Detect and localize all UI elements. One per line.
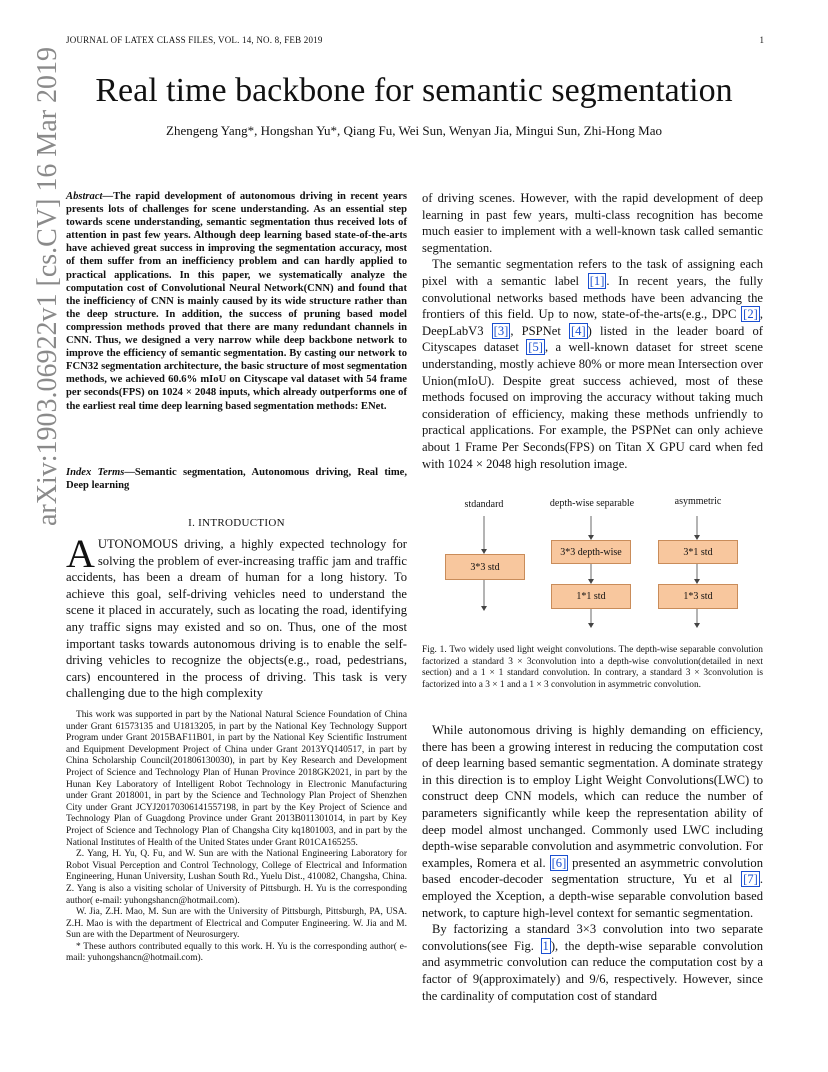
footnote-funding: This work was supported in part by the National Natural Science Foundation of China under Grant 61573135 and U1813205, in part by the National Key Technology Support Program under Grant 2015BAF11B01, in part by the National Key Scientific Instrument and Equipment Development Project of China under Grant 2013YQ140517, in part by China Scholarship Council(201806130030), in part by Key Research and Development Project of Science and Technology Plan of Hunan Province 2018GK2021, in part by the Hunan Key Laboratory of Intelligent Robot Technology in Electronic Manufacturing under Grant 2018001, in part by the Science and Technology Plan Project of Shenzhen City under Grant JCYJ20170306141557198, in part by the Key Project of Science and Technology Plan of Guagdong Province under Grant 2013B011301014, in part by Key Project of Science and Technology Plan of Changsha City kq1801003, and in part by the National Institutes of Health of the United States under Grant R01CA165255. xyxy=(66,710,407,848)
abstract-label: Abstract xyxy=(66,191,103,202)
paragraph-semantic-segmentation: The semantic segmentation refers to the task of assigning each pixel with a semantic label [1] . In recent years, the fully convolutional networks based methods have been advancing the frontiers of this field. Up to now, state-of-the-arts(e.g., DPC [2] , DeepLabV3 [3] , PSPNet [4] ) listed in the leader board of Cityscapes dataset [5] , a well-known dataset for street scene understanding, mostly achieve 80% or more mean Intersection over Union(mIoU). Despite great success achieved, most of these methods focused on improving the accuracy without taking much consideration of efficiency, making these methods unfriendly to practical applications. For example, the PSPNet can only achieve about 1 Frame Per Seconds(FPS) on Titan X GPU card when fed with 1024 × 2048 high resolution image. xyxy=(422,257,764,471)
box-std-3x3: 3*3 std xyxy=(445,554,525,580)
index-terms-text: —Semantic segmentation, Autonomous driving, Real time, Deep learning xyxy=(66,467,407,492)
right-column-bottom xyxy=(422,722,763,1004)
box-asym-1x3: 1*3 std xyxy=(658,584,738,609)
right-column-top xyxy=(422,190,763,472)
figure-1-diagram xyxy=(422,494,763,624)
citation-link[interactable]: [5] xyxy=(528,340,543,355)
paragraph-efficiency: While autonomous driving is highly demanding on efficiency, there has been a growing interest in reducing the computation cost of deep learning based semantic segmentation. A dominate strategy in this direction is to employ Light Weight Convolutions(LWC) to construct deep CNN models, which can reduce the number of parameters significantly while keep the representation ability of deep model almost unchanged. Commonly used LWC including depth-wise separable convolution and asymmetric convolution. For examples, Romera et al. [6] presented an asymmetric convolution based encoder-decoder segmentation structure, Yu et al [7] . employed the Xception, a depth-wise separable convolution based network, to capture high-level context for semantic segmentation. xyxy=(422,723,763,920)
box-depthwise-3x3: 3*3 depth-wise xyxy=(551,540,631,564)
label-depth-wise-separable: depth-wise separable xyxy=(549,498,635,509)
label-asymmetric: asymmetric xyxy=(674,496,722,507)
label-standard: stdandard xyxy=(464,499,504,510)
citation-link[interactable]: [3] xyxy=(493,323,509,338)
page-number: 1 xyxy=(759,35,764,45)
paper-title: Real time backbone for semantic segmentation xyxy=(95,72,733,109)
citation-link[interactable]: [6] xyxy=(551,855,567,870)
author-list: Zhengeng Yang*, Hongshan Yu*, Qiang Fu, Wei Sun, Wenyan Jia, Mingui Sun, Zhi-Hong Mao xyxy=(166,123,662,138)
citation-link[interactable]: [7] xyxy=(743,872,758,887)
figure-reference-link[interactable]: 1 xyxy=(542,938,549,953)
citation-link[interactable]: [2] xyxy=(743,307,758,322)
introduction-paragraph xyxy=(66,531,407,702)
footnote-equal-contribution: * These authors contributed equally to this work. H. Yu is the corresponding author( e-mail: yuhongshancn@hotmail.com). xyxy=(66,941,407,964)
abstract xyxy=(66,190,407,413)
footnote-affiliation-hunan: Z. Yang, H. Yu, Q. Fu, and W. Sun are with the National Engineering Laboratory for Robot Visual Perception and Control Technology, College of Electrical and Information Engineering, Hunan University, Lushan South Rd., Yuelu Dist., 410082, Changsha, China. Z. Yang is also a visiting scholar of University of Pittsburgh. H. Yu is the corresponding author( e-mail: yuhongshancn@hotmail.com). xyxy=(66,849,407,906)
box-asym-3x1: 3*1 std xyxy=(658,540,738,564)
citation-link[interactable]: [1] xyxy=(589,273,605,288)
index-terms xyxy=(66,466,407,492)
section-heading-introduction: I. INTRODUCTION xyxy=(188,517,285,529)
citation-link[interactable]: [4] xyxy=(570,323,586,338)
box-pointwise-1x1: 1*1 std xyxy=(551,584,631,609)
footnotes xyxy=(66,710,407,965)
running-head: JOURNAL OF LATEX CLASS FILES, VOL. 14, NO. 8, FEB 2019 xyxy=(66,35,323,45)
index-terms-label: Index Terms xyxy=(66,467,125,478)
introduction-text: UTONOMOUS driving, a highly expected technology for solving the problem of ever-increasing traffic jam and traffic accidents, has been a dream of human for a long history. To achieve this goal, self-driving vehicles need to understand the scene it placed in accurately, such as locating the road, identifying any traffic signs may existed and so on. Thus, one of the most important tasks towards autonomous driving is to enable the self-driving vehicles to recognize the objects(e.g., road, pedestrians, cars) encountered in the process of driving. This task is very challenging due to the high complexity xyxy=(66,537,407,701)
footnote-affiliation-pittsburgh: W. Jia, Z.H. Mao, M. Sun are with the University of Pittsburgh, Pittsburgh, PA, USA. Z.H. Mao is with the department of Electrical and Computer Engineering. W. Jia and M. Sun are with the Department of Neurosurgery. xyxy=(66,907,407,941)
drop-cap: A xyxy=(66,531,95,576)
abstract-text: —The rapid development of autonomous driving in recent years presents lots of challenges for scene understanding. As an essential step towards scene understanding, semantic segmentation thus received lots of attention in past few years. Although deep learning based state-of-the-arts have achieved great success in improving the segmentation accuracy, most of them suffer from an inefficiency problem and can hardly applied to practical applications. In this paper, we systematically analyze the computation cost of Convolutional Neural Network(CNN) and found that the inefficiency of CNN is mainly caused by its wide structure rather than the deep structure. In addition, the success of pruning based model compression methods proved that there are many redundant channels in CNN. Thus, we designed a very narrow while deep backbone network to improve the efficiency of semantic segmentation. By casting our network to FCN32 segmentation architecture, the basic structure of most segmentation methods, we achieved 60.6% mIoU on Cityscape val dataset with 54 frame per seconds(FPS) on 1024 × 2048 inputs, which already outperforms one of the earliest real time deep learning based segmentation methods: ENet. xyxy=(66,191,407,412)
arxiv-identifier[interactable]: arXiv:1903.06922v1 [cs.CV] 16 Mar 2019 xyxy=(32,46,63,526)
paragraph-driving-scenes: of driving scenes. However, with the rapid development of deep learning in past few years, multi-class recognition has become much easier to implement with a well-known task called semantic segmentation. xyxy=(422,191,763,255)
paragraph-factorizing: By factorizing a standard 3×3 convolution into two separate convolutions(see Fig. 1 ), the depth-wise separable convolution and asymmetric convolution can reduce the computation cost by a factor of 9(approximately) and 9/6, respectively. However, since the cardinality of computation cost of standard xyxy=(422,922,763,1003)
figure-1-caption: Fig. 1. Two widely used light weight convolutions. The depth-wise separable convolution factorized a standard 3 × 3convolution into a depth-wise convolution(detailed in next section) and a 1 × 1 standard convolution. In contrary, a standard 3 × 3convolution is factorized into a 3 × 1 and a 1 × 3 convolution in asymmetric convolution. xyxy=(422,645,763,690)
